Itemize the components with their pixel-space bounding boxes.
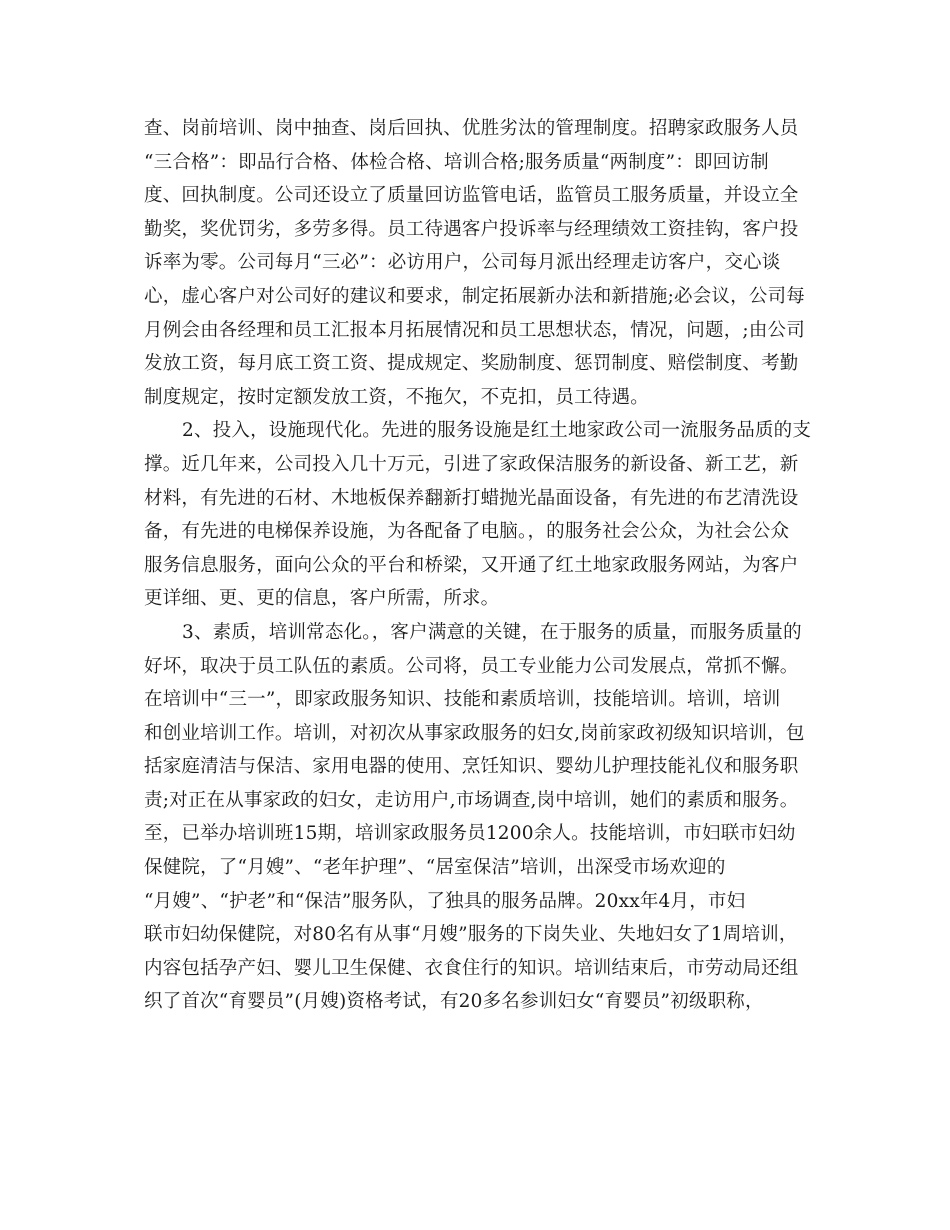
text-line: 和创业培训工作。培训，对初次从事家政服务的妇女,岗前家政初级知识培训，包: [144, 722, 805, 744]
text-line: 保健院，了“月嫂”、“老年护理”、“居室保洁”培训，出深受市场欢迎的: [144, 857, 726, 879]
text-line: 材料，有先进的石材、木地板保养翻新打蜡抛光晶面设备，有先进的布艺清洗设: [144, 487, 799, 509]
text-line: 织了首次“育婴员”(月嫂)资格考试，有20多名参训妇女“育婴员”初级职称，: [144, 991, 764, 1013]
text-line: 勤奖，奖优罚劣，多劳多得。员工待遇客户投诉率与经理绩效工资挂钩，客户投: [144, 218, 799, 240]
paragraph-3: [144, 616, 812, 1019]
text-line: “三合格”：即品行合格、体检合格、培训合格;服务质量“两制度”：即回访制: [144, 151, 769, 173]
text-line: 诉率为零。公司每月“三必”：必访用户，公司每月派出经理走访客户，交心谈: [144, 252, 781, 274]
text-line: 内容包括孕产妇、婴儿卫生保健、衣食住行的知识。培训结束后，市劳动局还组: [144, 957, 799, 979]
text-line: 2、投入，设施现代化。先进的服务设施是红土地家政公司一流服务品质的支: [182, 420, 812, 442]
text-line: 制度规定，按时定额发放工资，不拖欠，不克扣，员工待遇。: [144, 386, 649, 408]
text-line: 心，虚心客户对公司好的建议和要求，制定拓展新办法和新措施;必会议，公司每: [144, 285, 805, 307]
document-body: [144, 112, 812, 1019]
text-line: 好坏，取决于员工队伍的素质。公司将，员工专业能力公司发展点，常抓不懈。: [144, 655, 799, 677]
text-line: 月例会由各经理和员工汇报本月拓展情况和员工思想状态，情况，问题，;由公司: [144, 319, 805, 341]
text-line: 至，已举办培训班15期，培训家政服务员1200余人。技能培训，市妇联市妇幼: [144, 823, 796, 845]
text-line: 括家庭清洁与保洁、家用电器的使用、烹饪知识、婴幼儿护理技能礼仪和服务职: [144, 756, 799, 778]
paragraph-2: [144, 414, 812, 616]
text-line: 备，有先进的电梯保养设施，为各配备了电脑。，的服务社会公众，为社会公众: [144, 521, 790, 543]
text-line: 在培训中“三一”，即家政服务知识、技能和素质培训，技能培训。培训，培训: [144, 689, 781, 711]
paragraph-1: [144, 112, 812, 414]
text-line: “月嫂”、“护老”和“保洁”服务队，了独具的服务品牌。20xx年4月，市妇: [144, 890, 746, 912]
text-line: 发放工资，每月底工资工资、提成规定、奖励制度、惩罚制度、赔偿制度、考勤: [144, 353, 799, 375]
text-line: 联市妇幼保健院，对80名有从事“月嫂”服务的下岗失业、失地妇女了1周培训，: [144, 924, 798, 946]
text-line: 度、回执制度。公司还设立了质量回访监管电话，监管员工服务质量，并设立全: [144, 185, 799, 207]
text-line: 查、岗前培训、岗中抽查、岗后回执、优胜劣汰的管理制度。招聘家政服务人员: [144, 118, 799, 139]
text-line: 服务信息服务，面向公众的平台和桥梁，又开通了红土地家政服务网站，为客户: [144, 554, 799, 576]
text-line: 撑。近几年来，公司投入几十万元，引进了家政保洁服务的新设备、新工艺，新: [144, 453, 799, 475]
text-line: 3、素质，培训常态化。，客户满意的关键，在于服务的质量，而服务质量的: [182, 621, 802, 643]
text-line: 责;对正在从事家政的妇女，走访用户,市场调查,岗中培训，她们的素质和服务。: [144, 789, 799, 811]
text-line: 更详细、更、更的信息，客户所需，所求。: [144, 588, 500, 610]
